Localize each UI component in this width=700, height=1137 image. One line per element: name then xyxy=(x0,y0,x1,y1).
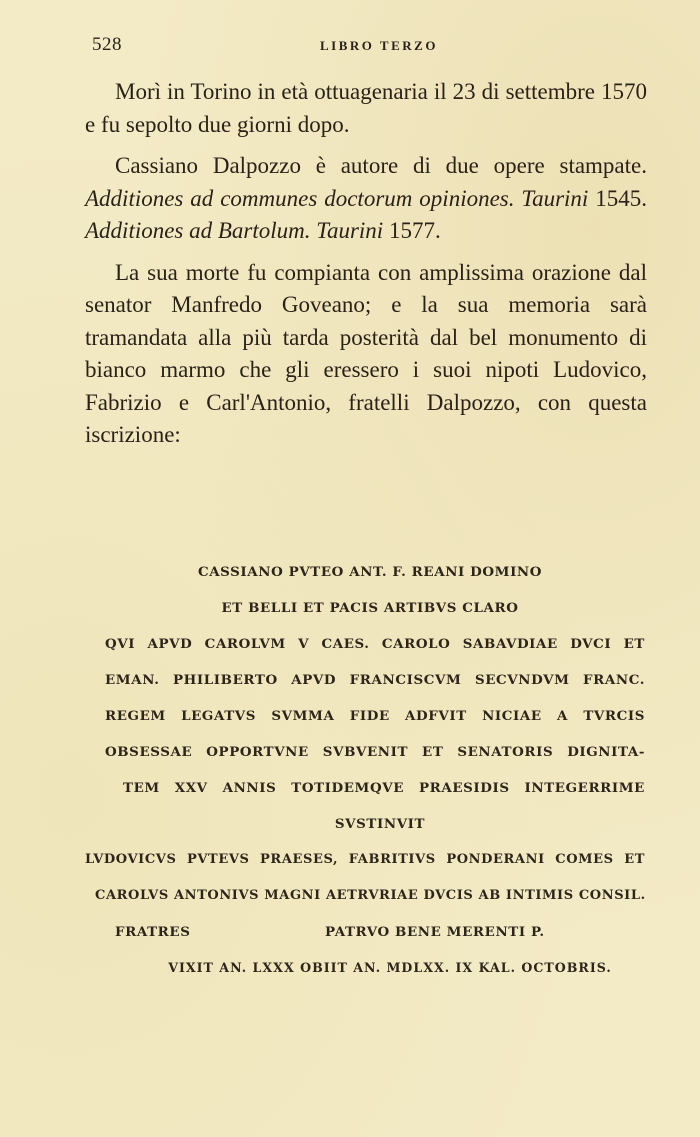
inscription-line-11 xyxy=(95,920,645,956)
inscription-line-4: EMAN. PHILIBERTO APVD FRANCISCVM SECVNDVM FRANC. xyxy=(105,672,645,688)
works-intro: Cassiano Dalpozzo è autore di due opere stampate. xyxy=(115,153,647,178)
paragraph-death: Morì in Torino in età ottuagenaria il 23 di settembre 1570 e fu sepolto due giorni dopo. xyxy=(85,79,647,137)
paragraph-works xyxy=(85,150,647,248)
work-title-1: Additiones ad communes doctorum opiniones. Taurini xyxy=(85,185,589,211)
work-year-2: 1577. xyxy=(388,218,441,243)
inscription-line-9: LVDOVICVS PVTEVS PRAESES, FABRITIVS PONDERANI COMES ET xyxy=(85,852,645,867)
inscription-line-3: QVI APVD CAROLVM V CAES. CAROLO SABAVDIAE DVCI ET xyxy=(105,636,645,652)
running-head: LIBRO TERZO xyxy=(320,38,438,53)
inscription-fratres: FRATRES xyxy=(115,924,191,940)
inscription-line-5: REGEM LEGATVS SVMMA FIDE ADFVIT NICIAE A TVRCIS xyxy=(105,708,645,724)
body-text xyxy=(85,76,647,461)
inscription-line-12: VIXIT AN. LXXX OBIIT AN. MDLXX. IX KAL. OCTOBRIS. xyxy=(168,960,612,975)
inscription-line-6: OBSESSAE OPPORTVNE SVBVENIT ET SENATORIS DIGNITA- xyxy=(105,744,645,760)
inscription-line-1: CASSIANO PVTEO ANT. F. REANI DOMINO xyxy=(197,564,543,580)
inscription-dedication: PATRVO BENE MERENTI P. xyxy=(325,924,545,940)
inscription-line-7: TEM XXV ANNIS TOTIDEMQVE PRAESIDIS INTEGERRIME xyxy=(123,780,645,796)
page-header xyxy=(92,34,637,58)
page-number: 528 xyxy=(92,34,122,55)
work-title-2: Additiones ad Bartolum. Taurini xyxy=(85,218,384,243)
epitaph-inscription xyxy=(85,560,646,992)
inscription-line-2: ET BELLI ET PACIS ARTIBVS CLARO xyxy=(221,600,519,616)
inscription-line-8: SVSTINVIT xyxy=(334,816,426,832)
paragraph-monument: La sua morte fu compianta con amplissima orazione dal senator Manfredo Goveano; e la sua memoria sarà tramandata alla più tarda posterità dal bel monumento di bianco marmo che gli eressero i suoi nipoti Ludovico, Fabrizio e Carl'Antonio, fratelli Dalpozzo, con questa iscrizione: xyxy=(85,259,647,447)
inscription-line-10: CAROLVS ANTONIVS MAGNI AETRVRIAE DVCIS AB INTIMIS CONSIL. xyxy=(95,888,646,903)
work-year-1: 1545. xyxy=(595,185,647,211)
